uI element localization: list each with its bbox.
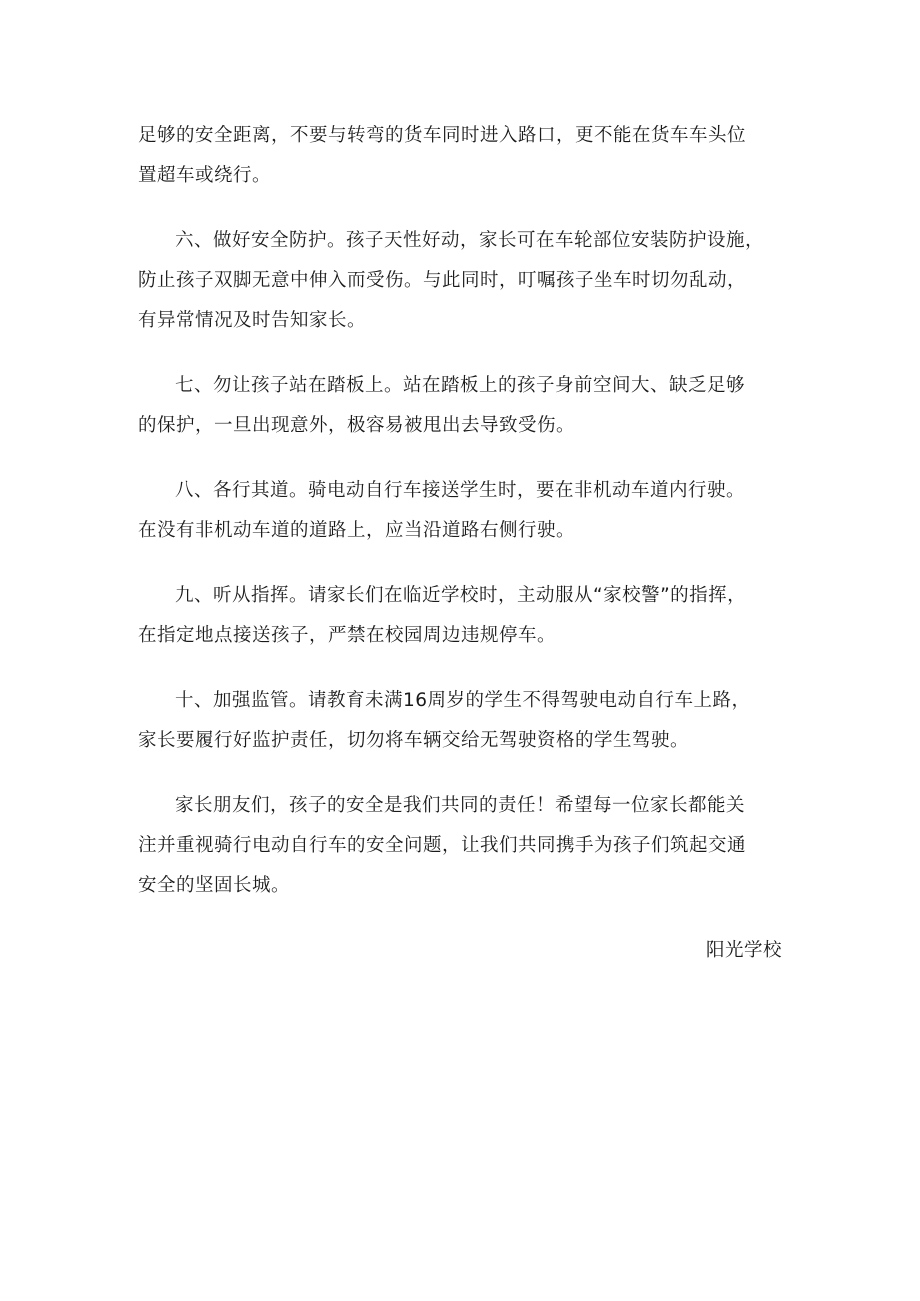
text-line: 有异常情况及时告知家长。 xyxy=(138,310,367,331)
paragraph-item-7 xyxy=(138,366,782,446)
text-line: 足够的安全距离，不要与转弯的货车同时进入路口，更不能在货车车头位 xyxy=(138,125,747,146)
text-line: 置超车或绕行。 xyxy=(138,165,272,186)
paragraph-continuation xyxy=(138,116,782,196)
paragraph-item-6 xyxy=(138,221,782,341)
text-line: 家长要履行好监护责任，切勿将车辆交给无驾驶资格的学生驾驶。 xyxy=(138,730,690,751)
paragraph-item-9 xyxy=(138,576,782,656)
document-body xyxy=(138,116,782,971)
text-line: 防止孩子双脚无意中伸入而受伤。与此同时，叮嘱孩子坐车时切勿乱动， xyxy=(138,270,747,291)
text-line: 的保护，一旦出现意外，极容易被甩出去导致受伤。 xyxy=(138,415,576,436)
text-line: 六、做好安全防护。孩子天性好动，家长可在车轮部位安装防护设施， xyxy=(175,230,765,251)
text-line: 八、各行其道。骑电动自行车接送学生时，要在非机动车道内行驶。 xyxy=(175,480,746,501)
paragraph-item-10 xyxy=(138,681,782,761)
text-line: 在没有非机动车道的道路上，应当沿道路右侧行驶。 xyxy=(138,520,576,541)
text-line: 安全的坚固长城。 xyxy=(138,875,291,896)
text-line: 九、听从指挥。请家长们在临近学校时，主动服从“家校警”的指挥， xyxy=(175,585,747,606)
paragraph-item-8 xyxy=(138,471,782,551)
signature: 阳光学校 xyxy=(705,940,782,961)
text-line: 在指定地点接送孩子，严禁在校园周边违规停车。 xyxy=(138,625,557,646)
text-line: 家长朋友们，孩子的安全是我们共同的责任！希望每一位家长都能关 xyxy=(175,795,746,816)
paragraph-closing xyxy=(138,786,782,906)
text-line: 注并重视骑行电动自行车的安全问题，让我们共同携手为孩子们筑起交通 xyxy=(138,835,747,856)
text-line: 七、勿让孩子站在踏板上。站在踏板上的孩子身前空间大、缺乏足够 xyxy=(175,375,746,396)
text-line: 十、加强监管。请教育未满16周岁的学生不得驾驶电动自行车上路， xyxy=(175,690,751,711)
